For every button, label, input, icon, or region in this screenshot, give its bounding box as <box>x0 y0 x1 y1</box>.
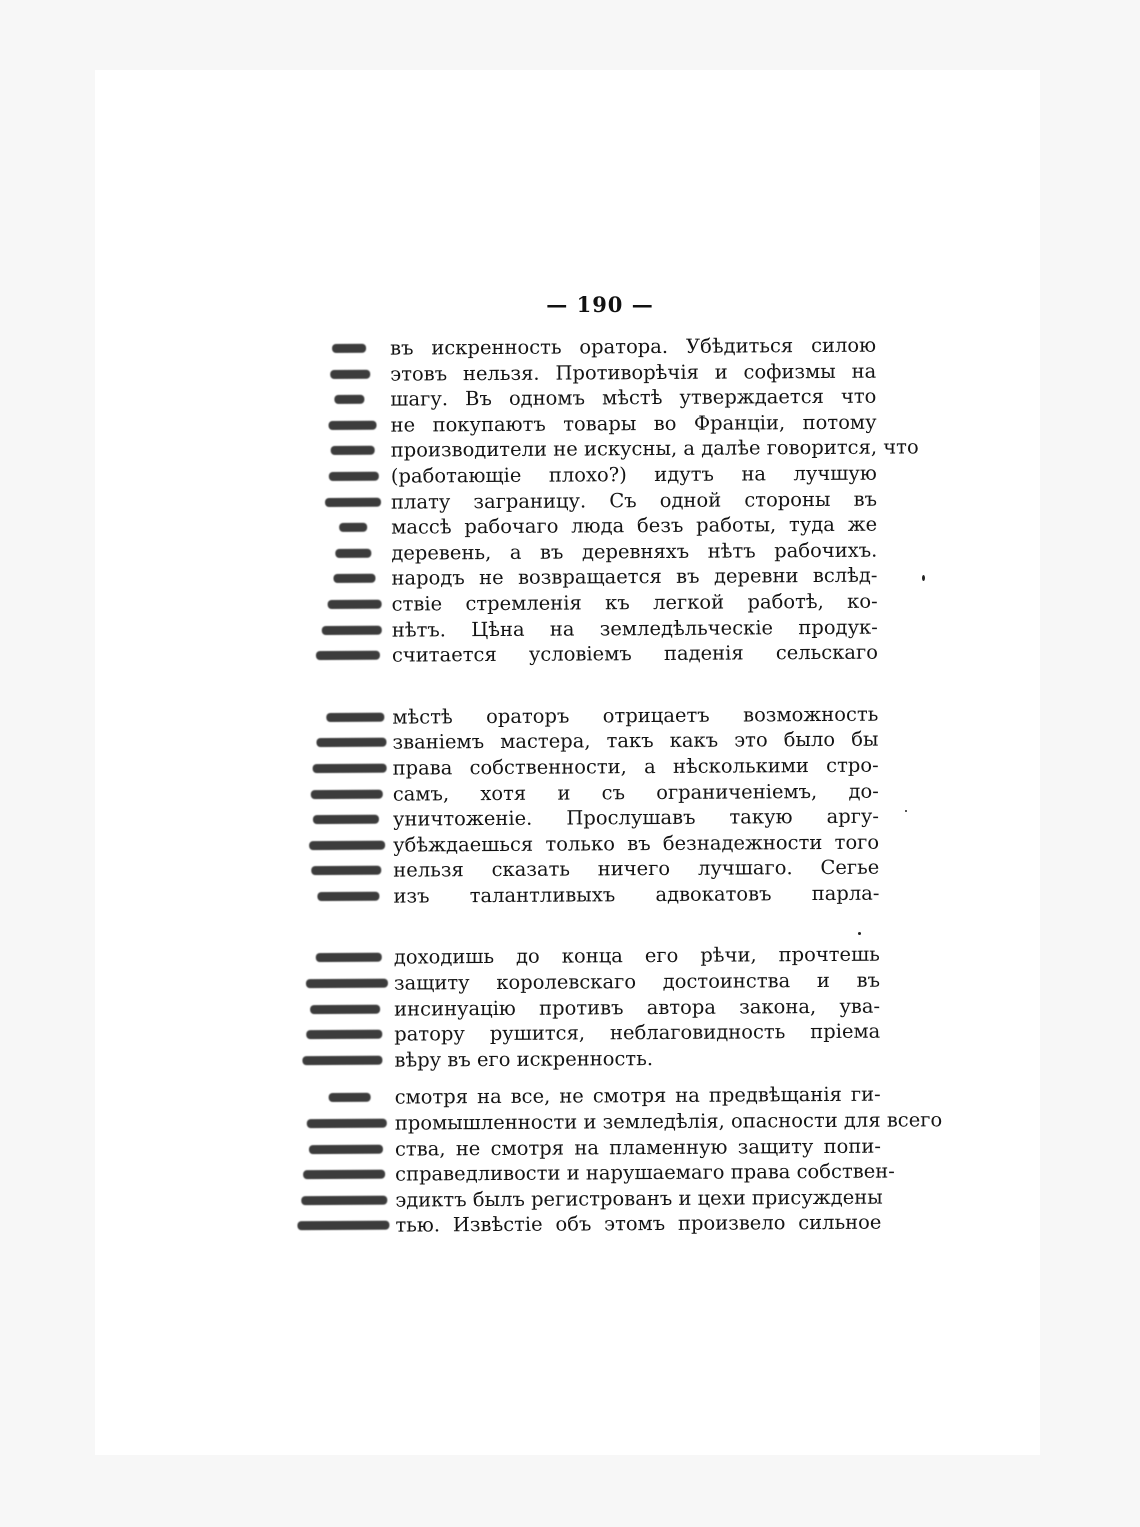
text-line: самъ, хотя и съ ограниченіемъ, до- <box>331 778 879 807</box>
text-line: въ искренность оратора. Убѣдиться силою <box>328 333 876 362</box>
text-line: нельзя сказать ничего лучшаго. Сегье <box>331 855 879 884</box>
text-line: инсинуацію противъ автора закона, ува- <box>332 993 880 1022</box>
text-line: уничтоженіе. Прослушавъ такую аргу- <box>331 804 879 833</box>
text-line: этовъ нельзя. Противорѣчія и софизмы на <box>328 358 876 387</box>
scan-speck <box>922 575 925 581</box>
text-line: смотря на все, не смотря на предвѣщанія ги- <box>333 1082 881 1111</box>
page-number: — 190 — <box>546 292 654 317</box>
text-line: производители не искусны, а далѣе говорится, что <box>329 435 877 464</box>
text-line: званіемъ мастера, такъ какъ это было бы <box>330 727 878 756</box>
text-line: нѣтъ. Цѣна на земледѣльческіе продук- <box>330 614 878 643</box>
text-line: массѣ рабочаго люда безъ работы, туда же <box>329 512 877 541</box>
paragraph-4 <box>333 1082 943 1239</box>
text-line: народъ не возвращается въ деревни вслѣд- <box>329 563 877 592</box>
text-line: защиту королевскаго достоинства и въ <box>332 968 880 997</box>
text-line: ствіе стремленія къ легкой работѣ, ко- <box>330 589 878 618</box>
text-line: не покупаютъ товары во Франціи, потому <box>328 409 876 438</box>
text-line: права собственности, а нѣсколькими стро- <box>331 753 879 782</box>
text-line: вѣру въ его искренность. <box>332 1044 880 1073</box>
text-line: доходишь до конца его рѣчи, прочтешь <box>332 942 880 971</box>
paragraph-1 <box>328 333 919 669</box>
text-line: справедливости и нарушаемаго права собствен- <box>333 1159 881 1188</box>
text-line: эдиктъ былъ регистрованъ и цехи присуждены <box>333 1184 881 1213</box>
text-line: ства, не смотря на пламенную защиту попи- <box>333 1133 881 1162</box>
text-line: изъ талантливыхъ адвокатовъ парла- <box>331 881 879 910</box>
scan-speck <box>858 932 861 935</box>
text-line: тью. Извѣстіе объ этомъ произвело сильное <box>333 1210 881 1239</box>
text-line: деревень, а въ деревняхъ нѣтъ рабочихъ. <box>329 537 877 566</box>
text-line: считается условіемъ паденія сельскаго <box>330 640 878 669</box>
text-line: (работающіе плохо?) идутъ на лучшую <box>329 461 877 490</box>
text-line: промышленности и земледѣлія, опасности для всего <box>333 1108 881 1137</box>
text-line: шагу. Въ одномъ мѣстѣ утверждается что <box>328 384 876 413</box>
text-line: ратору рушится, неблаговидность пріема <box>332 1019 880 1048</box>
text-line: мѣстѣ ораторъ отрицаетъ возможность <box>330 701 878 730</box>
paragraph-2 <box>330 701 879 909</box>
text-line: убѣждаешься только въ безнадежности того <box>331 829 879 858</box>
body-text <box>328 333 943 1239</box>
paragraph-3 <box>332 942 881 1073</box>
scan-speck <box>905 810 907 812</box>
text-line: плату заграницу. Съ одной стороны въ <box>329 486 877 515</box>
